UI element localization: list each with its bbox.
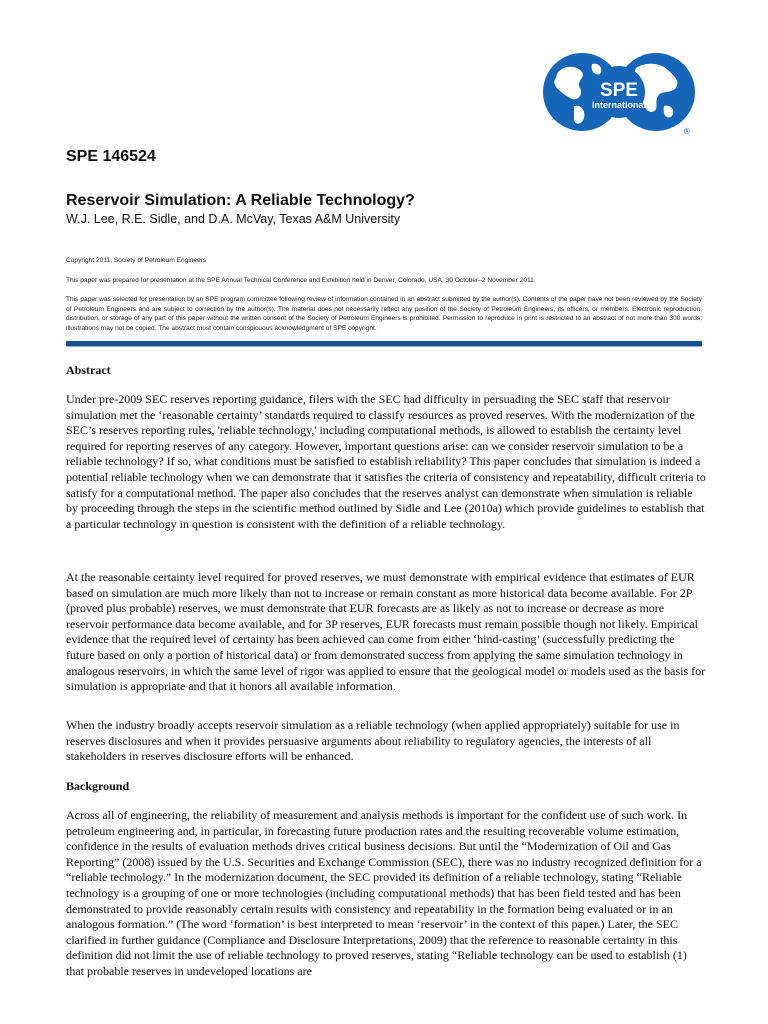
globe-logo-icon <box>540 50 698 140</box>
selection-notice: This paper was selected for presentation by an SPE program committee following review of information contained in an abstract submitted by the author(s). Contents of the paper have not been reviewed by the Society of Petroleum Engineers and are subject to correction by the author(s). The material does not necessarily reflect any position of the Society of Petroleum Engineers, its officers, or members. Electronic reproduction, distribution, or storage of any part of this paper without the written consent of the Society of Petroleum Engineers is prohibited. Permission to reproduce in print is restricted to an abstract of not more than 300 words; illustrations may not be copied. The abstract must contain conspicuous acknowledgment of SPE copyright. <box>66 296 702 332</box>
abstract-paragraph-1: Under pre-2009 SEC reserves reporting guidance, filers with the SEC had difficulty in persuading the SEC staff that reservoir simulation met the ‘reasonable certainty’ standards required to classify resources as proved reserves. With the modernization of the SEC’s reserves reporting rules, 'reliable technology,' including computational methods, is allowed to establish the certainty level required for reporting reserves of any category. However, important questions arise: can we consider reservoir simulation to be a reliable technology? If so, what conditions must be satisfied to establish reliability? This paper concludes that simulation is indeed a potential reliable technology when we can demonstrate that it satisfies the criteria of consistency and repeatability, difficult criteria to satisfy for a computational method. The paper also concludes that the reserves analyst can demonstrate when simulation is reliable by proceeding through the steps in the scientific method outlined by Sidle and Lee (2010a) which provide guidelines to establish that a particular technology in question is consistent with the definition of a reliable technology. <box>66 392 706 531</box>
header-divider <box>66 341 702 347</box>
registered-mark: ® <box>684 127 690 136</box>
presentation-notice: This paper was prepared for presentation at the SPE Annual Technical Conference and Exhibition held in Denver, Colorado, USA, 30 October–2 November 2011. <box>66 277 536 284</box>
abstract-paragraph-2: At the reasonable certainty level required for proved reserves, we must demonstrate with empirical evidence that estimates of EUR based on simulation are much more likely than not to increase or remain constant as more historical data become available. For 2P (proved plus probable) reserves, we must demonstrate that EUR forecasts are as likely as not to increase or decrease as more reservoir performance data become available, and for 3P reserves, EUR forecasts must remain possible though not likely. Empirical evidence that the required level of certainty has been achieved can come from either ‘hind-casting’ (successfully predicting the future based on only a portion of historical data) or from demonstrated success from applying the same simulation technology in analogous reservoirs, in which the same level of rigor was applied to ensure that the geological model or models used as the basis for simulation is appropriate and that it honors all available information. <box>66 570 706 694</box>
abstract-heading: Abstract <box>66 363 111 377</box>
paper-title: Reservoir Simulation: A Reliable Technology? <box>66 192 415 209</box>
background-heading: Background <box>66 779 130 793</box>
paper-id: SPE 146524 <box>66 148 156 165</box>
background-paragraph-1: Across all of engineering, the reliability of measurement and analysis methods is important for the confident use of such work. In petroleum engineering and, in particular, in forecasting future production rates and the resulting recoverable volume estimation, confidence in the results of evaluation methods drives critical business decisions. But until the “Modernization of Oil and Gas Reporting” (2008) issued by the U.S. Securities and Exchange Commission (SEC), there was no industry recognized definition for a “reliable technology.” In the modernization document, the SEC provided its definition of a reliable technology, stating “Reliable technology is a grouping of one or more technologies (including computational methods) that has been field tested and has been demonstrated to provide reasonably certain results with consistency and repeatability in the formation being evaluated or in an analogous formation.” (The word ‘formation’ is best interpreted to mean ‘reservoir’ in the context of this paper.) Later, the SEC clarified in further guidance (Compliance and Disclosure Interpretations, 2009) that the reference to reasonable certainty in this definition did not limit the use of reliable technology to proved reserves, stating “Reliable technology can be used to establish (1) that probable reserves in undeveloped locations are <box>66 808 702 978</box>
abstract-paragraph-3: When the industry broadly accepts reservoir simulation as a reliable technology (when applied appropriately) suitable for use in reserves disclosures and when it provides persuasive arguments about reliability to regulatory agencies, the interests of all stakeholders in reserves disclosure efforts will be enhanced. <box>66 718 680 764</box>
spe-international-logo <box>540 50 698 140</box>
logo-international-text: International <box>591 100 647 110</box>
copyright-notice: Copyright 2011, Society of Petroleum Engineers <box>66 257 207 264</box>
logo-spe-text: SPE <box>599 80 639 101</box>
paper-authors: W.J. Lee, R.E. Sidle, and D.A. McVay, Texas A&M University <box>66 212 401 226</box>
